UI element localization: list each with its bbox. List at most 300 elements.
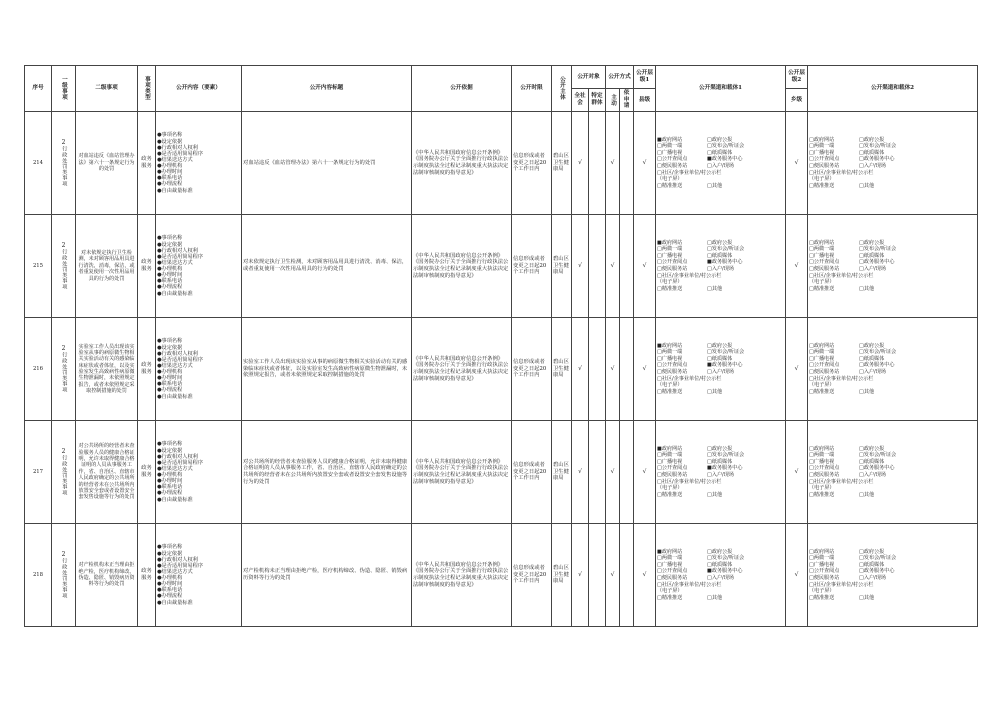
row-target-all: √ bbox=[572, 421, 589, 524]
content-element: ●事项名称 bbox=[157, 338, 183, 345]
channel-option: □入户/现场 bbox=[859, 369, 886, 375]
row-content bbox=[156, 524, 242, 627]
content-element: ●事项名称 bbox=[157, 441, 183, 448]
content-element: ●联系电话 bbox=[157, 381, 183, 388]
row-level2: 对产检机构未正当理由拒绝产检，医疗机构缔改、伪造、隐匿、销毁病历资料等行为的处罚 bbox=[76, 524, 138, 627]
row-level1 bbox=[52, 524, 76, 627]
content-element: ●事项名称 bbox=[157, 132, 183, 139]
channel-option: □政务服务中心 bbox=[859, 259, 895, 266]
row-method-active: √ bbox=[606, 524, 620, 627]
channel-option: □政务服务中心 bbox=[859, 465, 895, 472]
level1-text: 行政处罚类事项 bbox=[60, 558, 67, 600]
content-element: ●办理时间 bbox=[157, 272, 183, 279]
col-time: 公开时限 bbox=[512, 66, 552, 112]
channel-line bbox=[809, 183, 976, 190]
channel-line bbox=[657, 183, 784, 190]
row-content bbox=[156, 421, 242, 524]
content-element: ●是否适用简易程序 bbox=[157, 356, 204, 363]
channel-option: □入户/现场 bbox=[707, 575, 734, 581]
channel-option: □公开查阅点 bbox=[657, 568, 688, 575]
channel-option: □入户/现场 bbox=[859, 163, 886, 169]
row-method-active: √ bbox=[606, 421, 620, 524]
content-element: ●行政相对人权利 bbox=[157, 144, 198, 151]
row-county: √ bbox=[634, 318, 656, 421]
channel-option: ■政府网站 bbox=[657, 445, 683, 452]
row-seq: 214 bbox=[25, 112, 52, 215]
content-element: ●办理机构 bbox=[157, 266, 183, 272]
table-row bbox=[25, 215, 978, 318]
content-element: ●行政相对人权利 bbox=[157, 350, 198, 357]
channel-option: （电子屏） bbox=[657, 279, 683, 286]
channel-option: □政府网站 bbox=[809, 136, 835, 143]
row-content-title: 对公共场所的经营者未查验服务人员的健康合格证明，允许未取得健康合格证明的人员从事服务工作，省、自治区、直辖市人民政府确定的公共场所的经营者未在公共场所内放置安全套或者设置安全套发售设施等行为的处罚 bbox=[242, 421, 412, 524]
channel-option: □社区/企事业单位/村公示栏 bbox=[809, 478, 874, 485]
table-row bbox=[25, 421, 978, 524]
content-element: ●办理机构 bbox=[157, 575, 183, 581]
channel-option: □公开查阅点 bbox=[809, 259, 840, 266]
col-subject: 公开主体 bbox=[552, 66, 572, 112]
channel-option: □入户/现场 bbox=[707, 369, 734, 375]
channel-option: □纸质媒体 bbox=[859, 561, 885, 568]
level1-number: 2 bbox=[61, 344, 66, 352]
content-element: ●行政相对人权利 bbox=[157, 453, 198, 460]
channel-line bbox=[657, 389, 784, 396]
channel-option: □两微一端 bbox=[657, 246, 683, 253]
channel-option: □纸质媒体 bbox=[707, 458, 733, 465]
col-channels1: 公开渠道和载体1 bbox=[656, 66, 786, 112]
content-element: ●办理机构 bbox=[157, 163, 183, 169]
channel-option: □入户/现场 bbox=[707, 472, 734, 478]
channel-option: □社区/企事业单位/村公示栏 bbox=[809, 375, 874, 382]
channel-option: □其他 bbox=[707, 491, 723, 498]
channel-option: □两微一端 bbox=[657, 143, 683, 150]
channel-option: □政府公报 bbox=[707, 342, 733, 349]
row-township: √ bbox=[786, 318, 808, 421]
row-target-specific bbox=[589, 524, 606, 627]
channel-option: □入户/现场 bbox=[859, 472, 886, 478]
channel-option: □便民服务站 bbox=[657, 266, 688, 272]
channel-option: （电子屏） bbox=[809, 485, 835, 492]
channel-option: □社区/企事业单位/村公示栏 bbox=[657, 478, 722, 485]
row-target-all: √ bbox=[572, 215, 589, 318]
channel-option: □政府公报 bbox=[859, 342, 885, 349]
row-method-apply bbox=[620, 421, 634, 524]
row-item-type: 政务服务 bbox=[138, 318, 156, 421]
row-content bbox=[156, 215, 242, 318]
content-element: ●联系电话 bbox=[157, 175, 183, 182]
channel-option: □纸质媒体 bbox=[707, 149, 733, 156]
channel-option: □入户/现场 bbox=[859, 266, 886, 272]
content-element: ●结果送达方式 bbox=[157, 465, 193, 472]
channel-option: □两微一端 bbox=[809, 555, 835, 562]
channel-option: □发布会/听证会 bbox=[859, 555, 897, 562]
content-element: ●办理机构 bbox=[157, 472, 183, 478]
channel-option: □政府公报 bbox=[707, 445, 733, 452]
channel-option: □入户/现场 bbox=[707, 266, 734, 272]
channel-option: □广播电视 bbox=[657, 252, 683, 259]
channel-option: □两微一端 bbox=[809, 246, 835, 253]
content-element: ●是否适用简易程序 bbox=[157, 150, 204, 157]
channel-option: □社区/企事业单位/村公示栏 bbox=[657, 375, 722, 382]
level1-text: 行政处罚类事项 bbox=[60, 146, 67, 188]
channel-option: □社区/企事业单位/村公示栏 bbox=[809, 169, 874, 176]
col-level2-group: 公开层级2 bbox=[786, 66, 808, 89]
channel-option: □政务服务中心 bbox=[859, 568, 895, 575]
row-level1 bbox=[52, 215, 76, 318]
channel-option: □便民服务站 bbox=[809, 369, 840, 375]
row-county: √ bbox=[634, 215, 656, 318]
content-element: ●事项名称 bbox=[157, 235, 183, 242]
channel-option: □其他 bbox=[707, 594, 723, 601]
row-time: 信息形成或者变更之日起20个工作日内 bbox=[512, 215, 552, 318]
row-channels1 bbox=[656, 318, 786, 421]
channel-option: （电子屏） bbox=[657, 588, 683, 595]
channel-option: □便民服务站 bbox=[657, 163, 688, 169]
content-element: ●联系电话 bbox=[157, 587, 183, 594]
channel-option: □社区/企事业单位/村公示栏 bbox=[809, 272, 874, 279]
channel-option: ■政府网站 bbox=[657, 548, 683, 555]
channel-option: □其他 bbox=[707, 285, 723, 292]
channel-option: □广播电视 bbox=[809, 149, 835, 156]
channel-option: □精准推送 bbox=[809, 491, 835, 498]
row-township: √ bbox=[786, 215, 808, 318]
row-time: 信息形成或者变更之日起20个工作日内 bbox=[512, 318, 552, 421]
channel-option: □公开查阅点 bbox=[657, 259, 688, 266]
channel-option: □入户/现场 bbox=[707, 163, 734, 169]
row-seq: 215 bbox=[25, 215, 52, 318]
col-township: 乡级 bbox=[786, 89, 808, 112]
channel-line bbox=[657, 492, 784, 499]
content-element: ●是否适用简易程序 bbox=[157, 562, 204, 569]
channel-option: □公开查阅点 bbox=[809, 568, 840, 575]
channel-option: □广播电视 bbox=[657, 458, 683, 465]
channel-option: □政府公报 bbox=[707, 239, 733, 246]
content-element: ●结果送达方式 bbox=[157, 156, 193, 163]
row-level1 bbox=[52, 318, 76, 421]
content-element: ●设定依据 bbox=[157, 138, 183, 145]
channel-option: □精准推送 bbox=[809, 388, 835, 395]
col-target-specific: 特定群体 bbox=[589, 89, 606, 112]
channel-option: □精准推送 bbox=[657, 285, 683, 292]
row-method-apply bbox=[620, 215, 634, 318]
content-element: ●自由裁量标准 bbox=[157, 599, 193, 606]
row-basis: 《中华人民共和国政府信息公开条例》《国务院办公厅关于全面推行行政执法公示制度执法全过程记录制度重大执法决定法制审核制度的指导意见》 bbox=[412, 215, 512, 318]
channel-option: □发布会/听证会 bbox=[707, 349, 745, 356]
content-element: ●联系电话 bbox=[157, 278, 183, 285]
level1-number: 2 bbox=[61, 241, 66, 249]
channel-option: □便民服务站 bbox=[657, 472, 688, 478]
channel-option: □精准推送 bbox=[809, 182, 835, 189]
col-level1: 一级事项 bbox=[52, 66, 76, 112]
row-channels2 bbox=[808, 421, 978, 524]
channel-option: □广播电视 bbox=[809, 561, 835, 568]
channel-option: □发布会/听证会 bbox=[707, 246, 745, 253]
row-channels2 bbox=[808, 112, 978, 215]
row-township: √ bbox=[786, 112, 808, 215]
row-subject: 碧山区卫生健康局 bbox=[552, 421, 572, 524]
content-element: ●自由裁量标准 bbox=[157, 496, 193, 503]
row-channels2 bbox=[808, 215, 978, 318]
channel-option: □纸质媒体 bbox=[707, 355, 733, 362]
row-county: √ bbox=[634, 524, 656, 627]
channel-option: □其他 bbox=[707, 388, 723, 395]
channel-option: □纸质媒体 bbox=[707, 561, 733, 568]
content-element: ●设定依据 bbox=[157, 344, 183, 351]
row-subject: 碧山区卫生健康局 bbox=[552, 524, 572, 627]
row-subject: 碧山区卫生健康局 bbox=[552, 215, 572, 318]
channel-option: □社区/企事业单位/村公示栏 bbox=[657, 272, 722, 279]
channel-line bbox=[809, 286, 976, 293]
channel-option: □精准推送 bbox=[657, 182, 683, 189]
channel-option: □政务服务中心 bbox=[859, 156, 895, 163]
channel-option: □政府网站 bbox=[809, 548, 835, 555]
channel-option: □广播电视 bbox=[809, 252, 835, 259]
content-element: ●是否适用简易程序 bbox=[157, 459, 204, 466]
channel-option: □其他 bbox=[859, 182, 875, 189]
content-element: ●办理时间 bbox=[157, 581, 183, 588]
channel-option: □入户/现场 bbox=[859, 575, 886, 581]
content-element: ●办理流程 bbox=[157, 284, 183, 291]
row-county: √ bbox=[634, 112, 656, 215]
col-content-title: 公开内容标题 bbox=[242, 66, 412, 112]
row-channels1 bbox=[656, 524, 786, 627]
row-channels2 bbox=[808, 524, 978, 627]
row-time: 信息形成或者变更之日起20个工作日内 bbox=[512, 524, 552, 627]
channel-option: □两微一端 bbox=[657, 555, 683, 562]
channel-option: □两微一端 bbox=[657, 452, 683, 459]
channel-option: □便民服务站 bbox=[809, 575, 840, 581]
row-level2: 对公共场所的经营者未查验服务人员的健康合格证明，允许未取得健康合格证明的人员从事服务工作，省、自治区、直辖市人民政府确定的公共场所的经营者未在公共场所内放置安全套或者设置安全套发售设施等行为的处罚 bbox=[76, 421, 138, 524]
row-channels1 bbox=[656, 112, 786, 215]
channel-option: □政府公报 bbox=[859, 239, 885, 246]
channel-option: □便民服务站 bbox=[809, 163, 840, 169]
col-target: 公开对象 bbox=[572, 66, 606, 89]
col-basis: 公开依据 bbox=[412, 66, 512, 112]
channel-option: □政府公报 bbox=[707, 548, 733, 555]
row-basis: 《中华人民共和国政府信息公开条例》《国务院办公厅关于全面推行行政执法公示制度执法全过程记录制度重大执法决定法制审核制度的指导意见》 bbox=[412, 421, 512, 524]
channel-option: □两微一端 bbox=[809, 349, 835, 356]
channel-option: □纸质媒体 bbox=[859, 355, 885, 362]
channel-option: □广播电视 bbox=[657, 149, 683, 156]
channel-option: □发布会/听证会 bbox=[707, 143, 745, 150]
channel-option: ■政务服务中心 bbox=[707, 156, 743, 163]
channel-option: □广播电视 bbox=[657, 355, 683, 362]
row-item-type: 政务服务 bbox=[138, 524, 156, 627]
row-time: 信息形成或者变更之日起20个工作日内 bbox=[512, 421, 552, 524]
channel-option: □政府公报 bbox=[707, 136, 733, 143]
content-element: ●联系电话 bbox=[157, 484, 183, 491]
row-target-all: √ bbox=[572, 318, 589, 421]
col-method-apply: 依申请 bbox=[620, 89, 634, 112]
col-method: 公开方式 bbox=[606, 66, 634, 89]
channel-option: □便民服务站 bbox=[809, 472, 840, 478]
channel-option: □公开查阅点 bbox=[657, 156, 688, 163]
row-level2: 对未依规定执行卫生检测，未对顾客用品用具进行清洗，消毒，保洁，或者重复使用一次性用品用具的行为的处罚 bbox=[76, 215, 138, 318]
channel-line bbox=[657, 286, 784, 293]
channel-option: ■政府网站 bbox=[657, 342, 683, 349]
content-element: ●办理流程 bbox=[157, 181, 183, 188]
row-seq: 216 bbox=[25, 318, 52, 421]
level1-text: 行政处罚类事项 bbox=[60, 249, 67, 291]
channel-option: □社区/企事业单位/村公示栏 bbox=[809, 581, 874, 588]
row-channels2 bbox=[808, 318, 978, 421]
channel-option: □便民服务站 bbox=[657, 575, 688, 581]
row-method-apply bbox=[620, 318, 634, 421]
channel-option: □纸质媒体 bbox=[707, 252, 733, 259]
content-element: ●办理流程 bbox=[157, 490, 183, 497]
row-item-type: 政务服务 bbox=[138, 215, 156, 318]
table-row bbox=[25, 112, 978, 215]
row-method-active: √ bbox=[606, 112, 620, 215]
channel-option: □政府网站 bbox=[809, 445, 835, 452]
col-item-type: 事项类型 bbox=[138, 66, 156, 112]
content-element: ●设定依据 bbox=[157, 241, 183, 248]
channel-option: □政府公报 bbox=[859, 136, 885, 143]
row-target-specific bbox=[589, 318, 606, 421]
channel-option: □两微一端 bbox=[809, 452, 835, 459]
row-basis: 《中华人民共和国政府信息公开条例》《国务院办公厅关于全面推行行政执法公示制度执法全过程记录制度重大执法决定法制审核制度的指导意见》 bbox=[412, 318, 512, 421]
content-element: ●结果送达方式 bbox=[157, 259, 193, 266]
channel-line bbox=[809, 492, 976, 499]
row-target-specific bbox=[589, 112, 606, 215]
table-row bbox=[25, 524, 978, 627]
channel-option: ■政务服务中心 bbox=[707, 259, 743, 266]
content-element: ●办理时间 bbox=[157, 375, 183, 382]
row-seq: 218 bbox=[25, 524, 52, 627]
row-content-title: 对血站违反《血站管理办法》第六十一条规定行为的处罚 bbox=[242, 112, 412, 215]
row-content bbox=[156, 112, 242, 215]
level1-number: 2 bbox=[61, 138, 66, 146]
channel-option: □便民服务站 bbox=[657, 369, 688, 375]
table-row bbox=[25, 318, 978, 421]
content-element: ●行政相对人权利 bbox=[157, 247, 198, 254]
col-county: 县级 bbox=[634, 89, 656, 112]
channel-option: ■政府网站 bbox=[657, 136, 683, 143]
content-element: ●结果送达方式 bbox=[157, 362, 193, 369]
channel-option: （电子屏） bbox=[657, 176, 683, 183]
channel-option: □发布会/听证会 bbox=[859, 246, 897, 253]
row-channels1 bbox=[656, 215, 786, 318]
channel-option: （电子屏） bbox=[657, 485, 683, 492]
channel-option: □社区/企事业单位/村公示栏 bbox=[657, 169, 722, 176]
level1-number: 2 bbox=[61, 550, 66, 558]
channel-option: □其他 bbox=[859, 285, 875, 292]
row-method-apply bbox=[620, 524, 634, 627]
channel-option: □纸质媒体 bbox=[859, 458, 885, 465]
row-seq: 217 bbox=[25, 421, 52, 524]
channel-option: □公开查阅点 bbox=[657, 362, 688, 369]
channel-option: ■政务服务中心 bbox=[707, 568, 743, 575]
row-level2: 实验室工作人员出现该实验室从事的病原微生物相关实验活动有关的感染临床症状或者体征，以及实验室发生高致病性病原微生物泄漏时，未依照规定报告，或者未依照规定采取控制措施的处罚 bbox=[76, 318, 138, 421]
channel-option: □精准推送 bbox=[657, 388, 683, 395]
channel-option: □政府公报 bbox=[859, 548, 885, 555]
channel-option: □广播电视 bbox=[657, 561, 683, 568]
row-subject: 碧山区卫生健康局 bbox=[552, 318, 572, 421]
channel-option: □其他 bbox=[859, 594, 875, 601]
channel-option: □发布会/听证会 bbox=[859, 143, 897, 150]
channel-option: ■政府网站 bbox=[657, 239, 683, 246]
channel-option: □两微一端 bbox=[809, 143, 835, 150]
row-basis: 《中华人民共和国政府信息公开条例》《国务院办公厅关于全面推行行政执法公示制度执法全过程记录制度重大执法决定法制审核制度的指导意见》 bbox=[412, 112, 512, 215]
row-county: √ bbox=[634, 421, 656, 524]
channel-option: □其他 bbox=[859, 491, 875, 498]
channel-option: □广播电视 bbox=[809, 458, 835, 465]
content-element: ●设定依据 bbox=[157, 550, 183, 557]
row-item-type: 政务服务 bbox=[138, 421, 156, 524]
col-seq: 序号 bbox=[25, 66, 52, 112]
channel-option: （电子屏） bbox=[657, 382, 683, 389]
channel-option: □其他 bbox=[859, 388, 875, 395]
channel-option: □公开查阅点 bbox=[809, 465, 840, 472]
channel-option: □公开查阅点 bbox=[809, 156, 840, 163]
col-channels2: 公开渠道和载体2 bbox=[808, 66, 978, 112]
level1-text: 行政处罚类事项 bbox=[60, 352, 67, 394]
channel-line bbox=[809, 389, 976, 396]
content-element: ●自由裁量标准 bbox=[157, 290, 193, 297]
row-subject: 碧山区卫生健康局 bbox=[552, 112, 572, 215]
row-content-title: 实验室工作人员出现该实验室从事的病原微生物相关实验活动有关的感染临床症状或者体征，以及实验室发生高致病性病原微生物泄漏时，未依照规定报告，或者未依照规定采取控制措施的处罚 bbox=[242, 318, 412, 421]
row-method-active: √ bbox=[606, 318, 620, 421]
row-target-specific bbox=[589, 421, 606, 524]
channel-option: □精准推送 bbox=[657, 594, 683, 601]
row-channels1 bbox=[656, 421, 786, 524]
row-target-all: √ bbox=[572, 524, 589, 627]
col-level2: 二级事项 bbox=[76, 66, 138, 112]
row-township: √ bbox=[786, 524, 808, 627]
content-element: ●自由裁量标准 bbox=[157, 393, 193, 400]
row-target-specific bbox=[589, 215, 606, 318]
col-target-all: 全社会 bbox=[572, 89, 589, 112]
channel-option: □公开查阅点 bbox=[657, 465, 688, 472]
channel-option: □公开查阅点 bbox=[809, 362, 840, 369]
content-element: ●结果送达方式 bbox=[157, 568, 193, 575]
channel-option: ■政务服务中心 bbox=[707, 362, 743, 369]
channel-option: □精准推送 bbox=[809, 594, 835, 601]
channel-line bbox=[809, 595, 976, 602]
row-content-title: 对未依规定执行卫生检测，未对顾客用品用具进行清洗、消毒、保洁，或者重复使用一次性用品用具的行为的处罚 bbox=[242, 215, 412, 318]
channel-option: （电子屏） bbox=[809, 279, 835, 286]
row-basis: 《中华人民共和国政府信息公开条例》《国务院办公厅关于全面推行行政执法公示制度执法全过程记录制度重大执法决定法制审核制度的指导意见》 bbox=[412, 524, 512, 627]
row-level1 bbox=[52, 112, 76, 215]
content-element: ●行政相对人权利 bbox=[157, 556, 198, 563]
content-element: ●办理时间 bbox=[157, 169, 183, 176]
channel-option: □广播电视 bbox=[809, 355, 835, 362]
content-element: ●办理机构 bbox=[157, 369, 183, 375]
row-method-active: √ bbox=[606, 215, 620, 318]
col-method-active: 主动 bbox=[606, 89, 620, 112]
row-level1 bbox=[52, 421, 76, 524]
channel-option: □政府公报 bbox=[859, 445, 885, 452]
row-township: √ bbox=[786, 421, 808, 524]
row-target-all: √ bbox=[572, 112, 589, 215]
channel-option: □精准推送 bbox=[809, 285, 835, 292]
row-method-apply bbox=[620, 112, 634, 215]
channel-option: ■政务服务中心 bbox=[707, 465, 743, 472]
content-element: ●办理时间 bbox=[157, 478, 183, 485]
channel-option: □发布会/听证会 bbox=[859, 349, 897, 356]
content-element: ●是否适用简易程序 bbox=[157, 253, 204, 260]
content-element: ●办理流程 bbox=[157, 593, 183, 600]
channel-option: （电子屏） bbox=[809, 382, 835, 389]
row-item-type: 政务服务 bbox=[138, 112, 156, 215]
channel-option: □政务服务中心 bbox=[859, 362, 895, 369]
col-content: 公开内容（要素） bbox=[156, 66, 242, 112]
channel-option: □纸质媒体 bbox=[859, 149, 885, 156]
channel-option: □便民服务站 bbox=[809, 266, 840, 272]
channel-option: □两微一端 bbox=[657, 349, 683, 356]
channel-option: □其他 bbox=[707, 182, 723, 189]
channel-option: □政府网站 bbox=[809, 239, 835, 246]
